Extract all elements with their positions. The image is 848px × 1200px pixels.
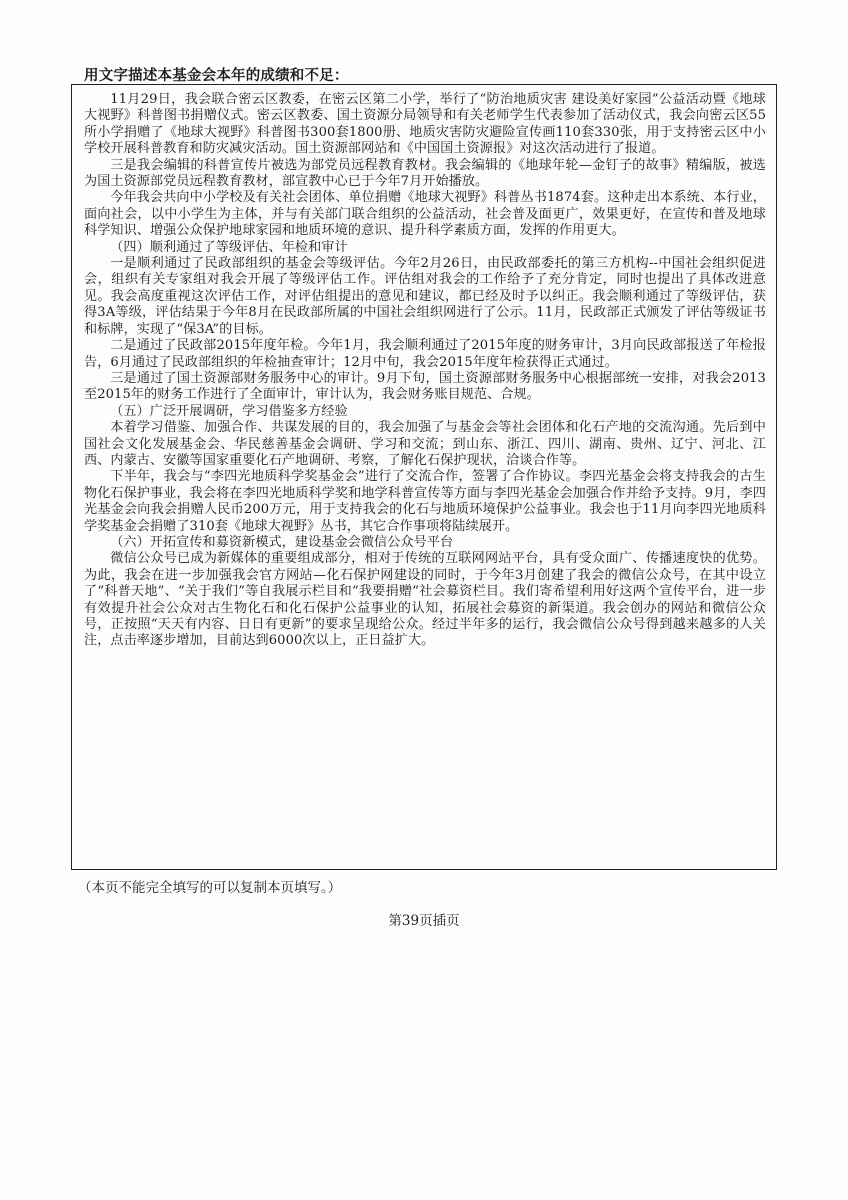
page-number: 第39页插页 xyxy=(388,913,460,929)
paragraph: 本着学习借鉴、加强合作、共谋发展的目的，我会加强了与基金会等社会团体和化石产地的交流沟通。先后到中国社会文化发展基金会、华民慈善基金会调研、学习和交流；到山东、浙江、四川、湖南、贵州、辽宁、河北、江西、内蒙古、安徽等国家重要化石产地调研、考察，了解化石保护现状，洽谈合作等。 xyxy=(84,420,766,468)
paragraph: 微信公众号已成为新媒体的重要组成部分，相对于传统的互联网网站平台，具有受众面广、传播速度快的优势。为此，我会在进一步加强我会官方网站—化石保护网建设的同时，于今年3月创建了我会的微信公众号，在其中设立了“科普天地”、“关于我们”等自我展示栏目和“我要捐赠”社会募资栏目。我们寄希望利用好这两个宣传平台，进一步有效提升社会公众对古生物化石和化石保护公益事业的认知，拓展社会募资的新渠道。我会创办的网站和微信公众号，正按照“天天有内容、日日有更新”的要求呈现给公众。经过半年多的运行，我会微信公众号得到越来越多的人关注，点击率逐步增加，目前达到6000次以上，正日益扩大。 xyxy=(84,551,766,649)
section-heading: （五）广泛开展调研，学习借鉴多方经验 xyxy=(110,403,348,419)
text-box xyxy=(71,84,777,870)
paragraph: 一是顺利通过了民政部组织的基金会等级评估。今年2月26日，由民政部委托的第三方机构--中国社会组织促进会，组织有关专家组对我会开展了等级评估工作。评估组对我会的工作给予了充分肯定，同时也提出了具体改进意见。我会高度重视这次评估工作，对评估组提出的意见和建议，都已经及时予以纠正。我会顺利通过了等级评估，获得3A等级，评估结果于今年8月在民政部所属的中国社会组织网进行了公示。11月，民政部正式颁发了评估等级证书和标牌，实现了“保3A”的目标。 xyxy=(84,256,766,337)
paragraph: 三是通过了国土资源部财务服务中心的审计。9月下旬，国土资源部财务服务中心根据部统一安排，对我会2013至2015年的财务工作进行了全面审计，审计认为，我会财务账目规范、合规。 xyxy=(84,370,766,403)
paragraph: 下半年，我会与“李四光地质科学奖基金会”进行了交流合作，签署了合作协议。李四光基金会将支持我会的古生物化石保护事业，我会将在李四光地质科学奖和地学科普宣传等方面与李四光基金会加强合作并给予支持。9月，李四光基金会向我会捐赠人民币200万元，用于支持我会的化石与地质环境保护公益事业。我会也于11月向李四光地质科学奖基金会捐赠了310套《地球大视野》丛书，其它合作事项将陆续展开。 xyxy=(84,469,766,534)
section-heading: （四）顺利通过了等级评估、年检和审计 xyxy=(110,239,348,255)
paragraph: 今年我会共向中小学校及有关社会团体、单位捐赠《地球大视野》科普丛书1874套。这种走出本系统、本行业，面向社会，以中小学生为主体，并与有关部门联合组织的公益活动，社会普及面更广，效果更好，在宣传和普及地球科学知识、增强公众保护地球家园和地质环境的意识、提升科学素质方面，发挥的作用更大。 xyxy=(84,190,766,239)
paragraph: 二是通过了民政部2015年度年检。今年1月，我会顺利通过了2015年度的财务审计，3月向民政部报送了年检报告，6月通过了民政部组织的年检抽查审计；12月中旬，我会2015年度年检获得正式通过。 xyxy=(84,338,766,370)
footnote: （本页不能完全填写的可以复制本页填写。） xyxy=(78,880,342,896)
section-heading: （六）开拓宣传和募资新模式，建设基金会微信公众号平台 xyxy=(110,534,454,550)
paragraph: 11月29日，我会联合密云区教委，在密云区第二小学，举行了“防治地质灾害 建设美好家园”公益活动暨《地球大视野》科普图书捐赠仪式。密云区教委、国土资源分局领导和有关老师学生代表参加了活动仪式，我会向密云区55所小学捐赠了《地球大视野》科普图书300套1800册、地质灾害防灾避险宣传画110套330张，用于支持密云区中小学校开展科普教育和防灾减灾活动。国土资源部网站和《中国国土资源报》对这次活动进行了报道。 xyxy=(84,92,766,157)
form-prompt-heading: 用文字描述本基金会本年的成绩和不足： xyxy=(84,67,349,84)
paragraph: 三是我会编辑的科普宣传片被选为部党员远程教育教材。我会编辑的《地球年轮—金钉子的故事》精编版，被选为国土资源部党员远程教育教材，部宣教中心已于今年7月开始播放。 xyxy=(84,157,766,190)
